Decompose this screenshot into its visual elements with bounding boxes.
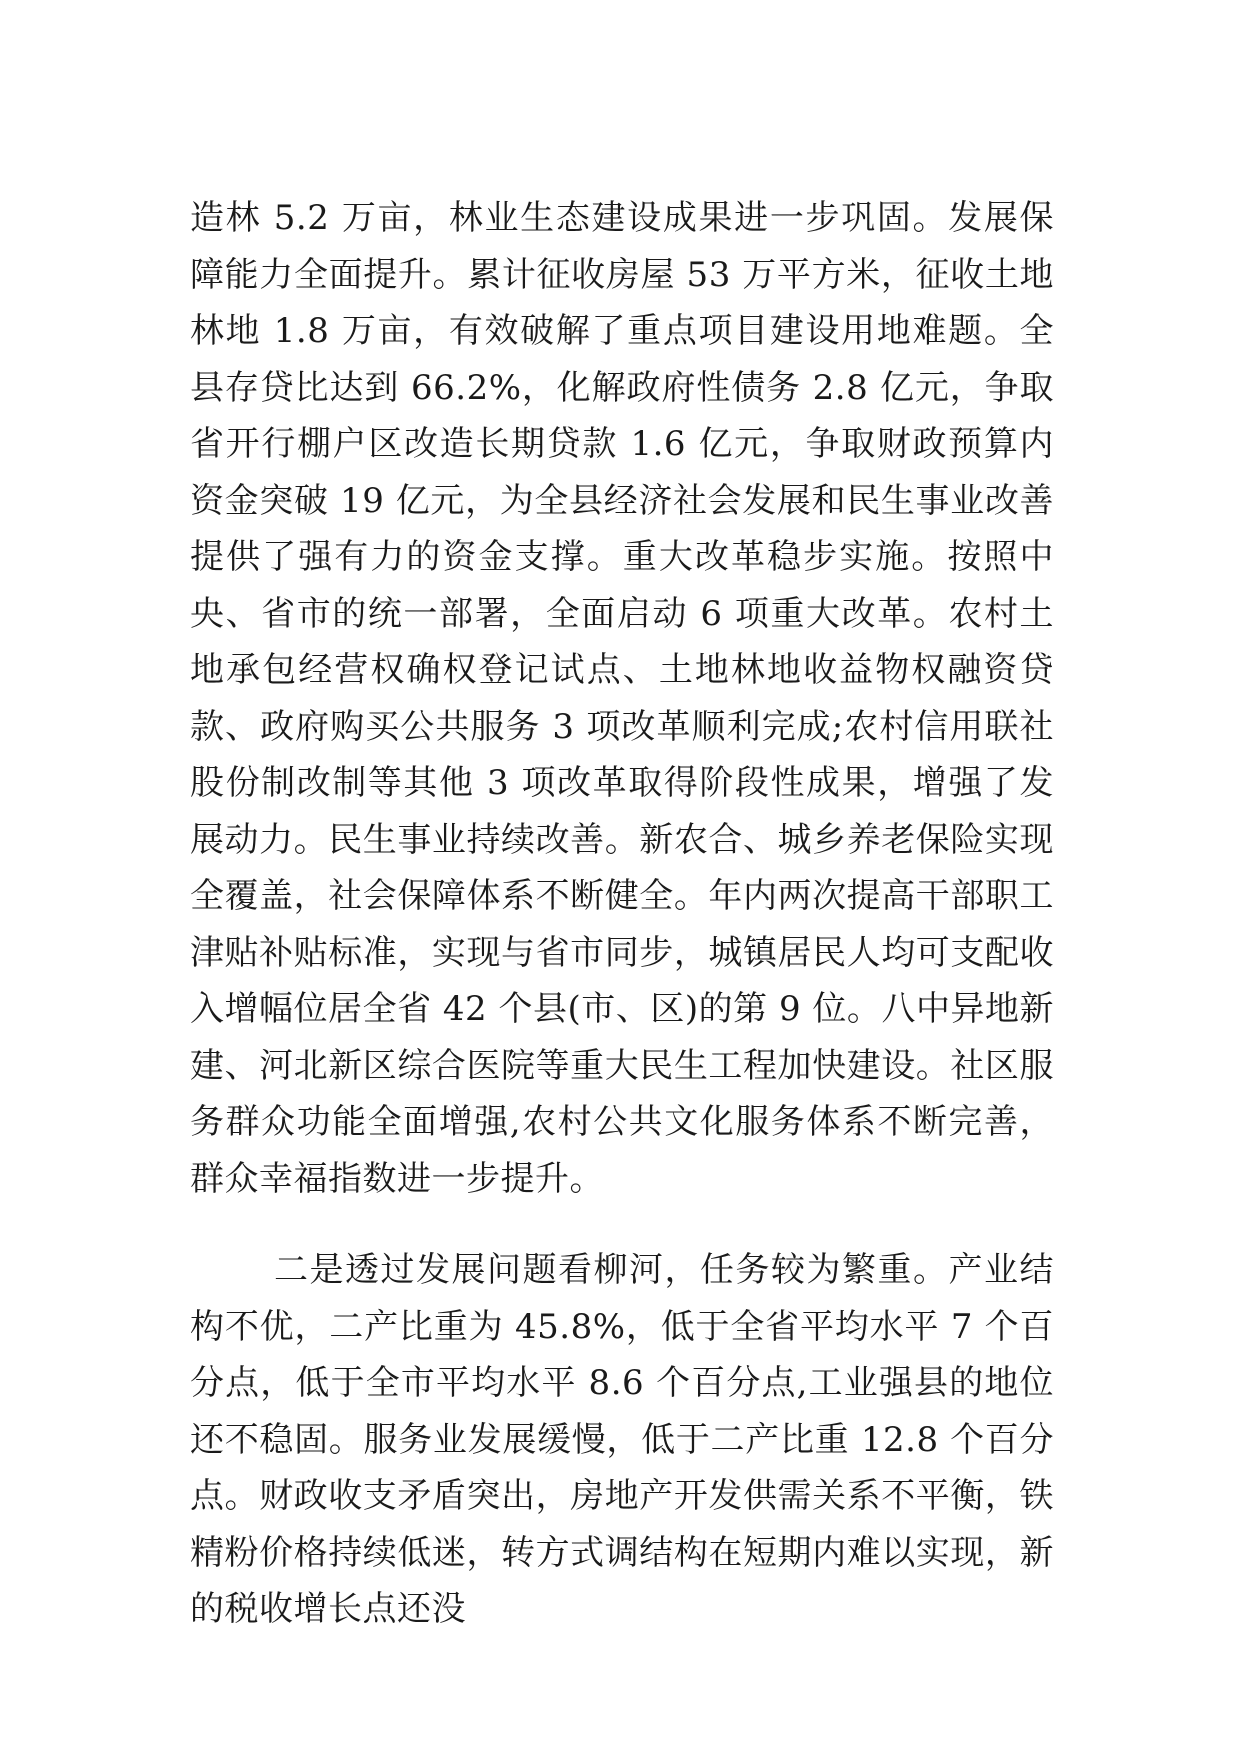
body-paragraph-1: 造林 5.2 万亩，林业生态建设成果进一步巩固。发展保障能力全面提升。累计征收房屋 53 万平方米，征收土地林地 1.8 万亩，有效破解了重点项目建设用地难题。全县存贷比达到 66.2%，化解政府性债务 2.8 亿元，争取省开行棚户区改造长期贷款 1.6 亿元，争取财政预算内资金突破 19 亿元，为全县经济社会发展和民生事业改善提供了强有力的资金支撑。重大改革稳步实施。按照中央、省市的统一部署，全面启动 6 项重大改革。农村土地承包经营权确权登记试点、土地林地收益物权融资贷款、政府购买公共服务 3 项改革顺利完成;农村信用联社股份制改制等其他 3 项改革取得阶段性成果，增强了发展动力。民生事业持续改善。新农合、城乡养老保险实现全覆盖，社会保障体系不断健全。年内两次提高干部职工津贴补贴标准，实现与省市同步，城镇居民人均可支配收入增幅位居全省 42 个县(市、区)的第 9 位。八中异地新建、河北新区综合医院等重大民生工程加快建设。社区服务群众功能全面增强,农村公共文化服务体系不断完善，群众幸福指数进一步提升。 — [190, 198, 1054, 1199]
body-paragraph-2: 二是透过发展问题看柳河，任务较为繁重。产业结构不优，二产比重为 45.8%，低于全省平均水平 7 个百分点，低于全市平均水平 8.6 个百分点,工业强县的地位还不稳固。服务业发展缓慢，低于二产比重 12.8 个百分点。财政收支矛盾突出，房地产开发供需关系不平衡，铁精粉价格持续低迷，转方式调结构在短期内难以实现，新的税收增长点还没 — [190, 1250, 1054, 1629]
